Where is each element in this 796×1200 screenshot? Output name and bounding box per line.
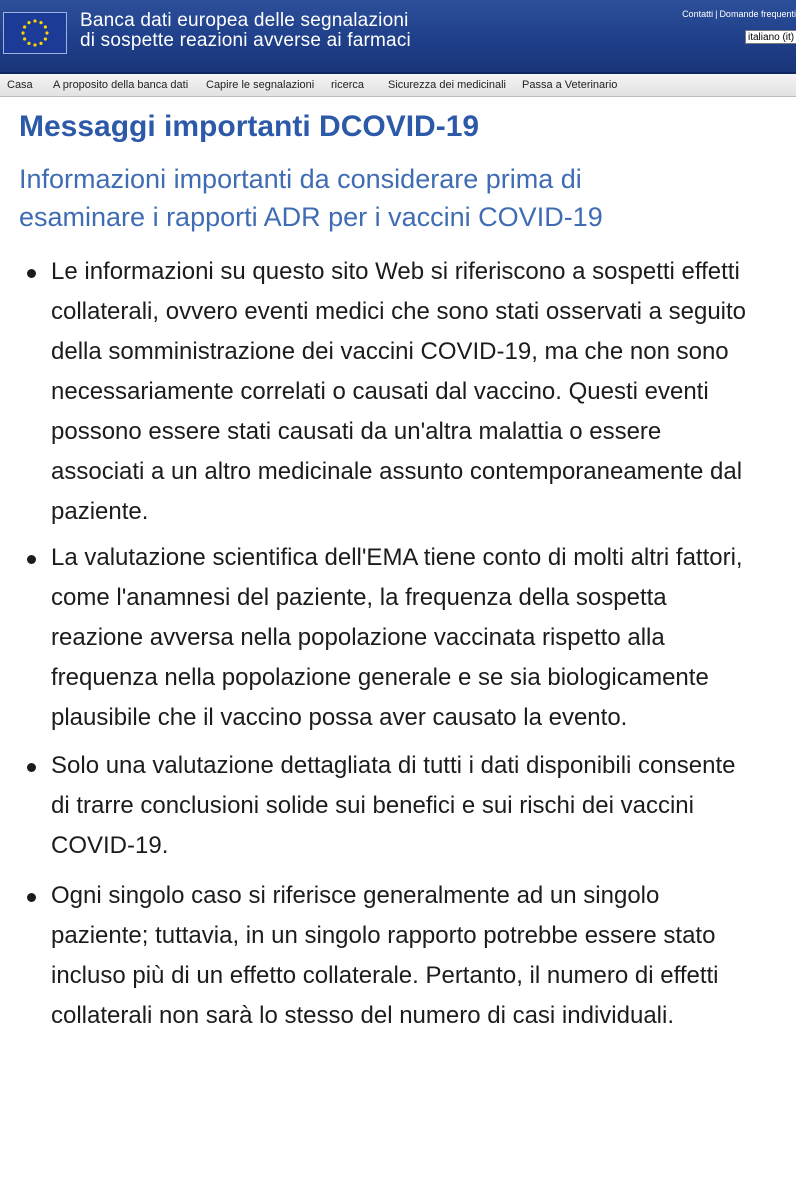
nav-item-casa[interactable]: Casa bbox=[7, 79, 33, 91]
site-title-line1: Banca dati europea delle segnalazioni bbox=[80, 10, 409, 31]
nav-item-passa-a-veterinario[interactable]: Passa a Veterinario bbox=[522, 79, 618, 91]
list-item bbox=[0, 746, 796, 866]
domande-frequenti-link[interactable]: Domande frequenti bbox=[719, 9, 796, 19]
list-item-text: Le informazioni su questo sito Web si riferiscono a sospetti effetti collaterali, ovvero eventi medici che sono stati osservati a seguito della somministrazione dei vaccini COVID-19, ma che non sono necessariamente correlati o causati dal vaccino. Questi eventi possono essere stati causati da un'altra malattia o essere associati a un altro medicinale assunto contemporaneamente dal paziente. bbox=[51, 258, 747, 525]
list-item bbox=[0, 252, 796, 532]
nav-item-capire-le-segnalazioni[interactable]: Capire le segnalazioni bbox=[206, 79, 315, 91]
list-item bbox=[0, 876, 796, 1036]
page-title: Messaggi importanti DCOVID-19 bbox=[19, 110, 480, 143]
eu-stars-icon bbox=[4, 13, 66, 53]
contatti-link[interactable]: Contatti bbox=[682, 9, 714, 19]
site-title-line2: di sospette reazioni avverse ai farmaci bbox=[80, 30, 411, 51]
main-nav bbox=[0, 74, 796, 97]
nav-item-a-proposito[interactable]: A proposito della banca dati bbox=[53, 79, 189, 91]
nav-item-ricerca[interactable]: ricerca bbox=[331, 79, 365, 91]
site-header bbox=[0, 0, 796, 74]
bullet-icon bbox=[27, 555, 36, 564]
list-item-text: Ogni singolo caso si riferisce generalmente ad un singolo paziente; tuttavia, in un singolo rapporto potrebbe essere stato incluso più di un effetto collaterale. Pertanto, il numero di effetti collaterali non sarà lo stesso del numero di casi individuali. bbox=[51, 882, 719, 1029]
language-select[interactable]: italiano (it) bbox=[745, 30, 796, 44]
page-subtitle: Informazioni importanti da considerare prima di esaminare i rapporti ADR per i vaccini COVID-19 bbox=[19, 164, 603, 232]
list-item-text: La valutazione scientifica dell'EMA tiene conto di molti altri fattori, come l'anamnesi del paziente, la frequenza della sospetta reazione avversa nella popolazione vaccinata rispetto alla frequenza nella popolazione generale e se sia biologicamente plausibile che il vaccino possa aver causato la evento. bbox=[51, 544, 743, 731]
top-links bbox=[682, 9, 796, 19]
important-info-list bbox=[0, 252, 796, 1036]
bullet-icon bbox=[27, 893, 36, 902]
bullet-icon bbox=[27, 269, 36, 278]
eu-flag-logo[interactable] bbox=[3, 12, 67, 54]
list-item-text: Solo una valutazione dettagliata di tutti i dati disponibili consente di trarre conclusioni solide sui benefici e sui rischi dei vaccini COVID-19. bbox=[51, 752, 736, 859]
nav-item-sicurezza-dei-medicinali[interactable]: Sicurezza dei medicinali bbox=[388, 79, 506, 91]
site-title[interactable] bbox=[80, 11, 411, 51]
list-item bbox=[0, 538, 796, 738]
bullet-icon bbox=[27, 763, 36, 772]
link-separator: | bbox=[715, 9, 718, 19]
